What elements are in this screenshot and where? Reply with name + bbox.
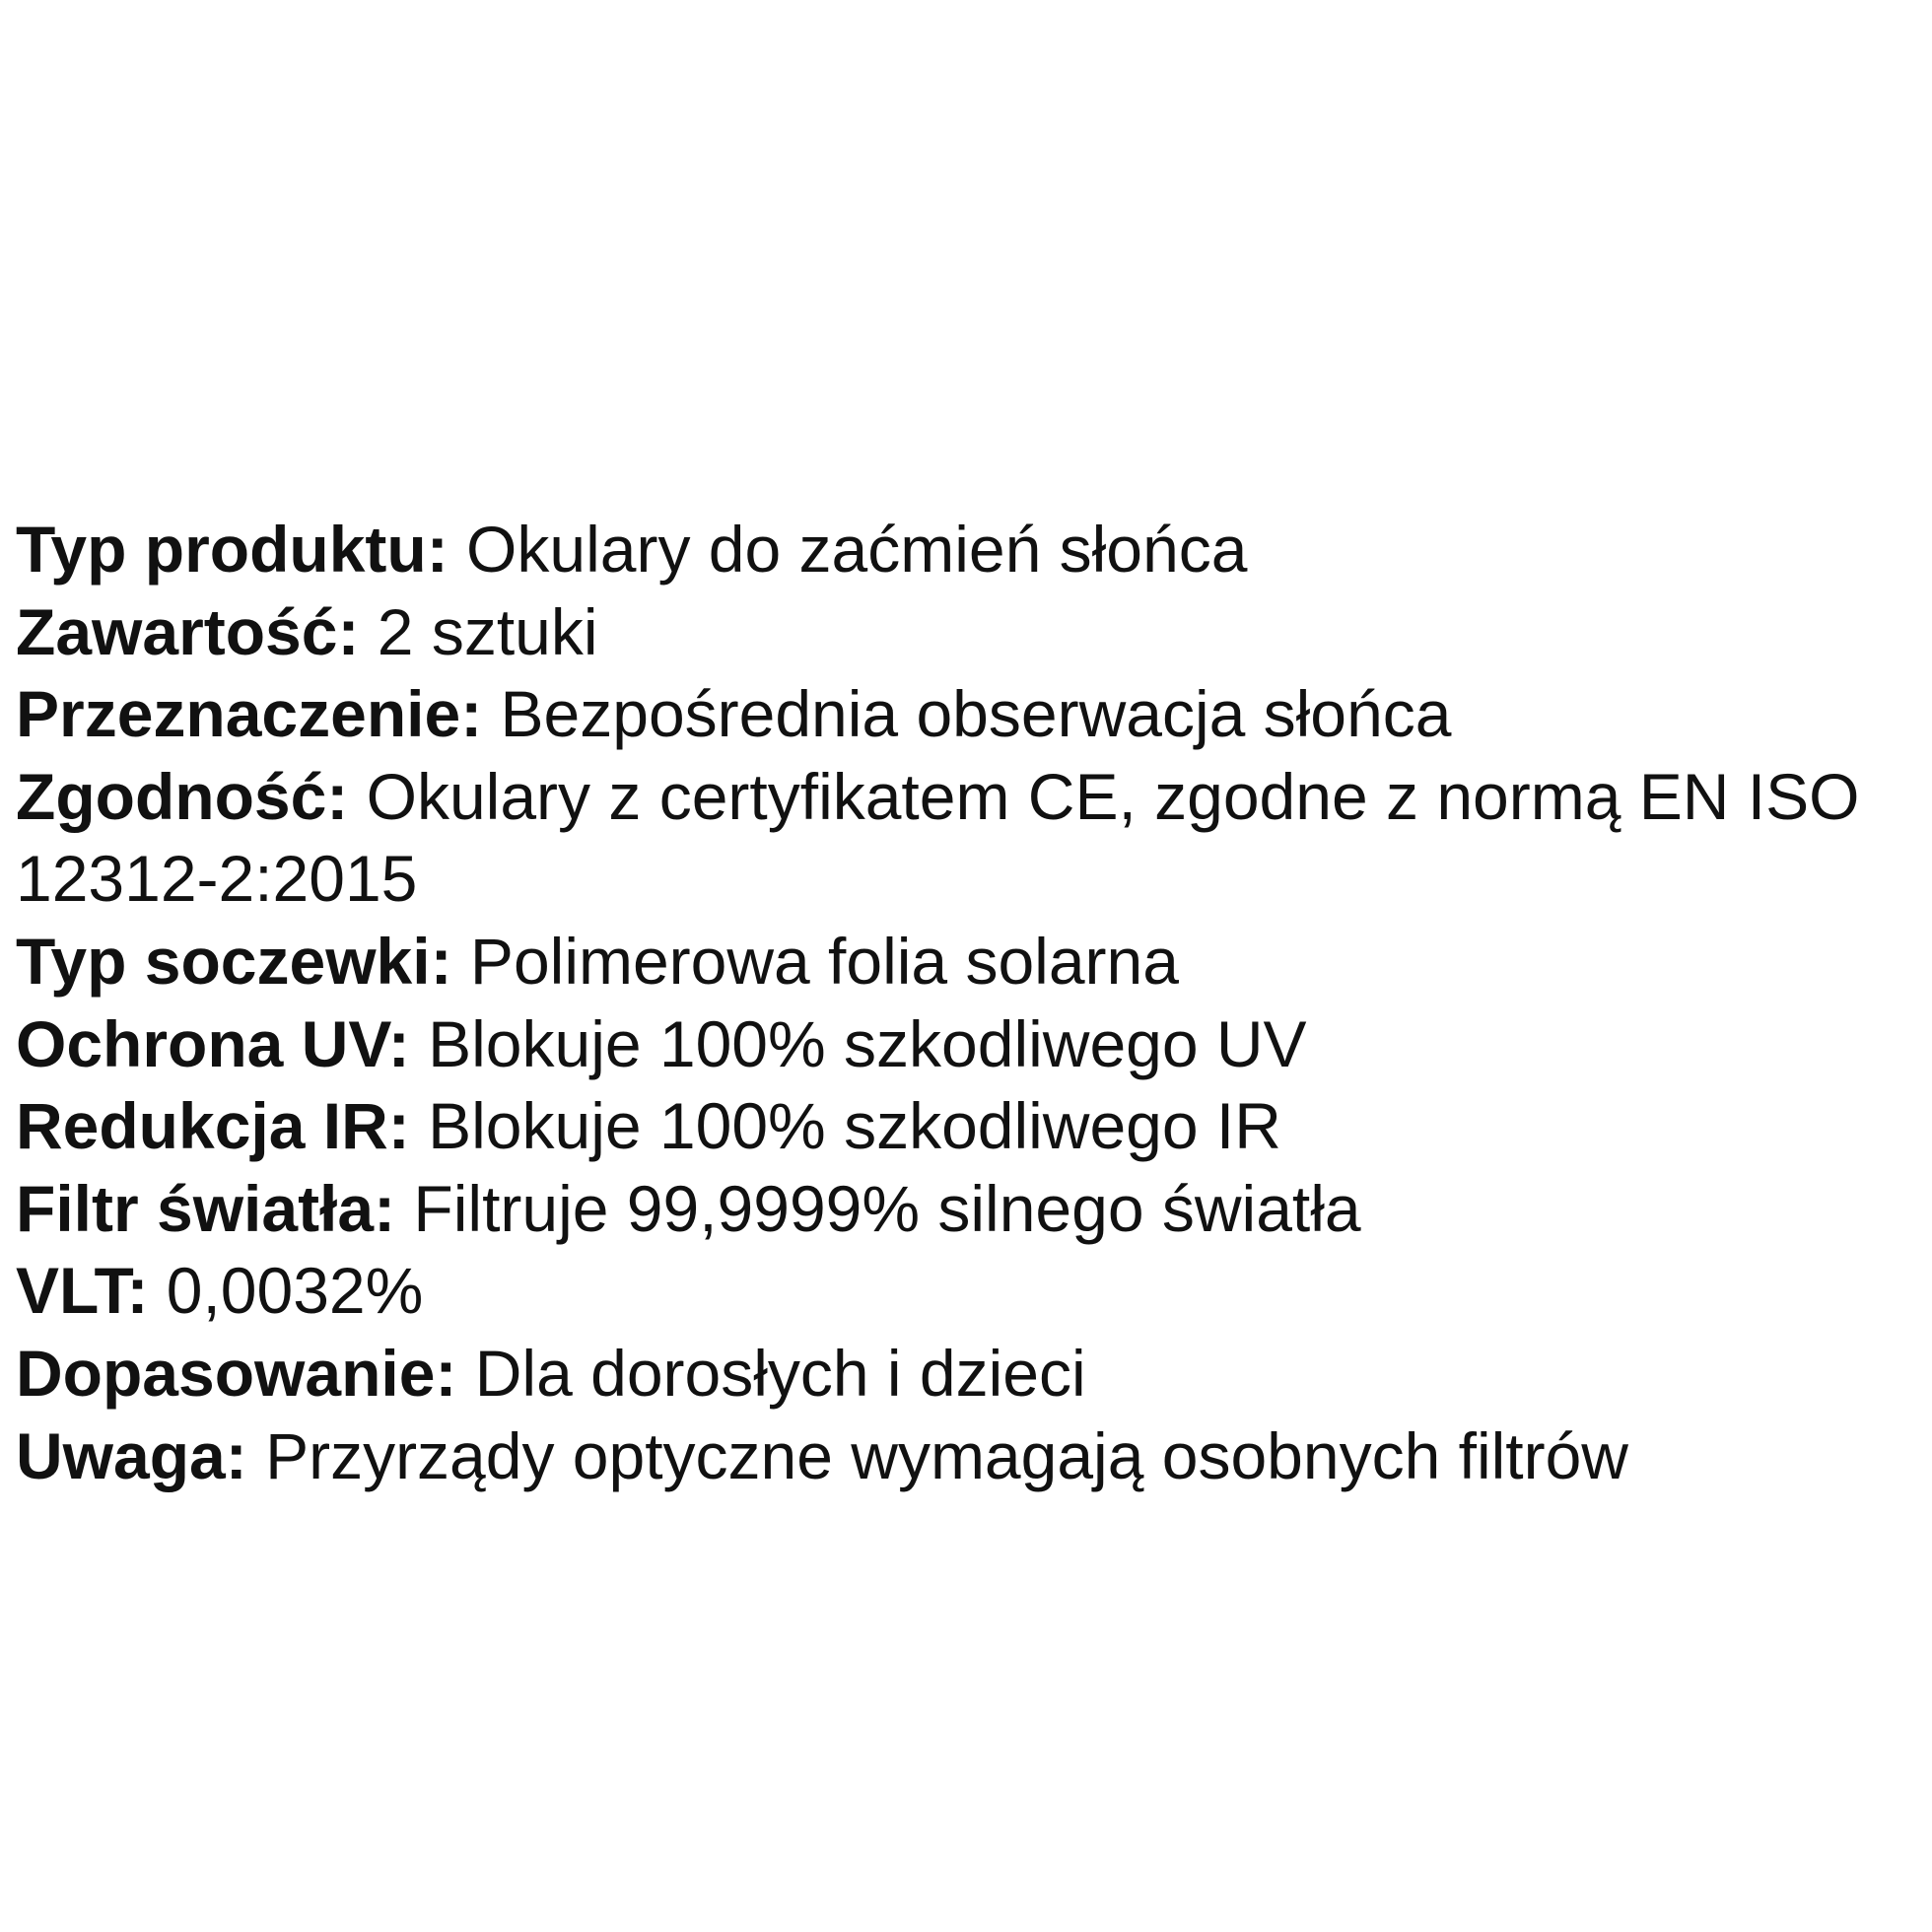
spec-value: 0,0032% bbox=[166, 1254, 424, 1328]
spec-label: Typ produktu: bbox=[16, 513, 448, 586]
spec-label: Zgodność: bbox=[16, 759, 349, 833]
spec-value: Bezpośrednia obserwacja słońca bbox=[500, 677, 1452, 751]
spec-value: Okulary z certyfikatem CE, zgodne z normą EN ISO 12312-2:2015 bbox=[16, 759, 1860, 916]
spec-value: Dla dorosłych i dzieci bbox=[474, 1336, 1086, 1410]
spec-value: Filtruje 99,9999% silnego światła bbox=[413, 1171, 1361, 1245]
spec-label: Filtr światła: bbox=[16, 1171, 396, 1245]
spec-row-ir-reduction bbox=[16, 1085, 1908, 1168]
spec-label: Przeznaczenie: bbox=[16, 677, 483, 751]
spec-row-lens-type bbox=[16, 921, 1908, 1003]
spec-row-compliance bbox=[16, 756, 1908, 921]
product-spec-list bbox=[16, 509, 1908, 1497]
spec-row-fit bbox=[16, 1333, 1908, 1415]
spec-value: Polimerowa folia solarna bbox=[469, 924, 1179, 998]
spec-value: Przyrządy optyczne wymagają osobnych filtrów bbox=[265, 1418, 1628, 1492]
spec-value: Blokuje 100% szkodliwego IR bbox=[428, 1089, 1281, 1163]
spec-row-uv-protection bbox=[16, 1003, 1908, 1086]
spec-row-purpose bbox=[16, 673, 1908, 756]
spec-value: Okulary do zaćmień słońca bbox=[466, 513, 1248, 586]
spec-label: VLT: bbox=[16, 1254, 149, 1328]
spec-label: Ochrona UV: bbox=[16, 1006, 410, 1080]
spec-label: Zawartość: bbox=[16, 594, 360, 668]
spec-label: Redukcja IR: bbox=[16, 1089, 410, 1163]
spec-label: Dopasowanie: bbox=[16, 1336, 457, 1410]
spec-row-product-type bbox=[16, 509, 1908, 591]
spec-value: 2 sztuki bbox=[377, 594, 598, 668]
spec-row-vlt bbox=[16, 1250, 1908, 1333]
spec-row-light-filter bbox=[16, 1168, 1908, 1251]
spec-label: Uwaga: bbox=[16, 1418, 247, 1492]
spec-row-note bbox=[16, 1415, 1908, 1498]
spec-row-contents bbox=[16, 591, 1908, 674]
spec-label: Typ soczewki: bbox=[16, 924, 452, 998]
spec-value: Blokuje 100% szkodliwego UV bbox=[428, 1006, 1307, 1080]
